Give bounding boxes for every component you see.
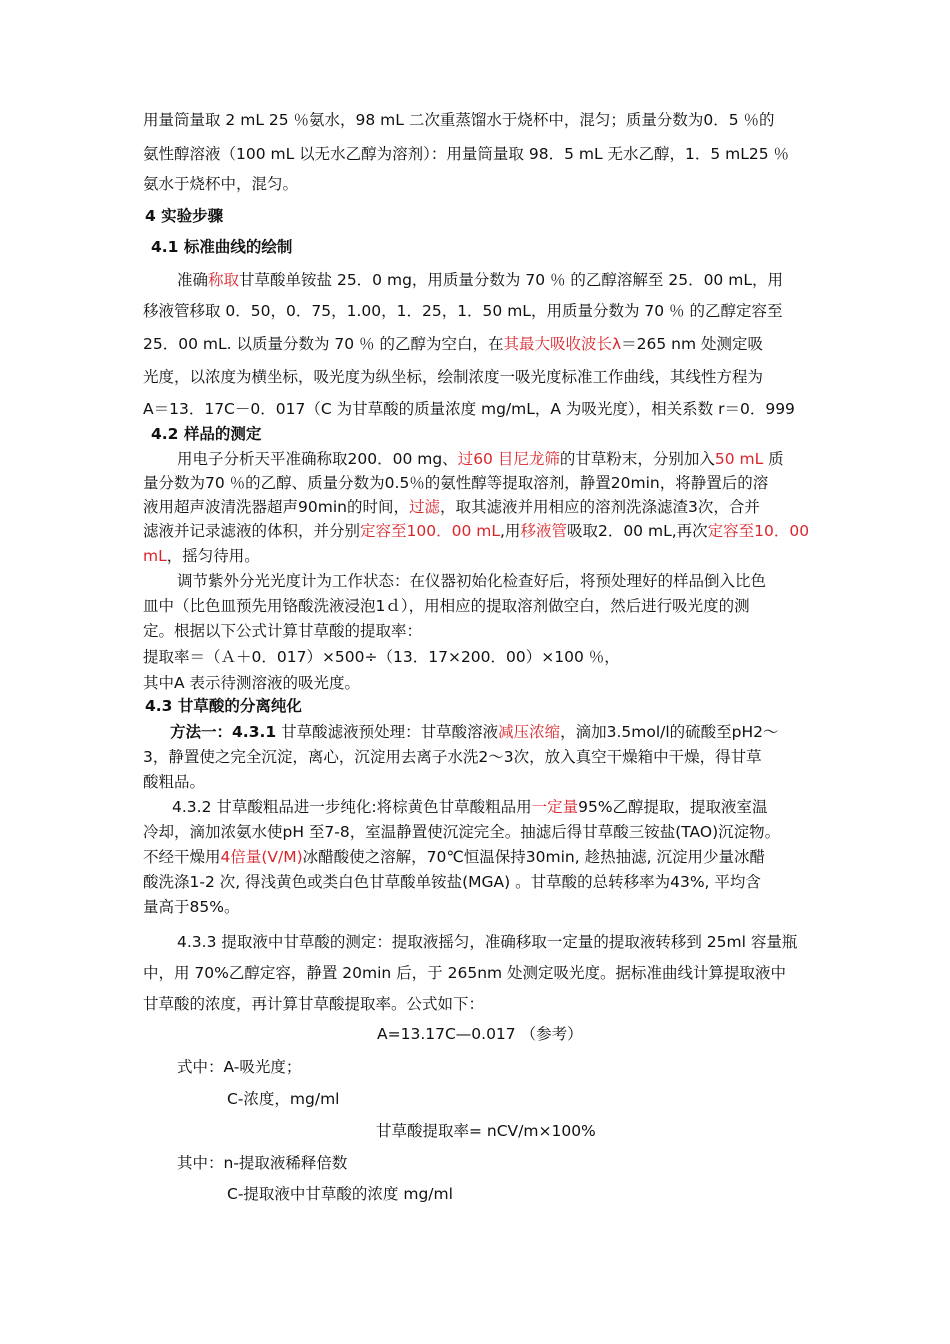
s43-purify-line-1 xyxy=(172,796,768,818)
highlight-text: 50 mL xyxy=(714,450,764,468)
where-concentration: C-浓度，mg/ml xyxy=(227,1090,340,1108)
s42-text: ,用 xyxy=(500,522,521,540)
intro-line-2: 氨性醇溶液（100 mL 以无水乙醇为溶剂）：用量筒量取 98．5 mL 无水乙醇，1．5 mL25 ％ xyxy=(143,145,790,163)
s42-text: 用电子分析天平准确称取200．00 mg、 xyxy=(177,450,458,468)
s42-line-8: 定。根据以下公式计算甘草酸的提取率： xyxy=(143,622,423,640)
s41-line-1 xyxy=(177,269,783,291)
section-4-1-heading: 4.1 标准曲线的绘制 xyxy=(151,238,293,256)
s42-line-4 xyxy=(143,520,809,542)
where-dilution: 其中：n-提取液稀释倍数 xyxy=(177,1154,348,1172)
s41-line-5: A＝13．17C－0．017（C 为甘草酸的质量浓度 mg/mL，A 为吸光度），相关系数 r＝0．999 xyxy=(143,400,795,418)
s43-text: 不经干燥用 xyxy=(143,848,221,866)
highlight-text: 过滤 xyxy=(408,498,440,516)
s42-line-3 xyxy=(143,496,760,518)
highlight-text: 称取 xyxy=(208,271,240,289)
s43-purify-line-4: 酸洗涤1-2 次, 得浅黄色或类白色甘草酸单铵盐(MGA) 。甘草酸的总转移率为43%, 平均含 xyxy=(143,873,761,891)
s43-method-line-3: 酸粗品。 xyxy=(143,773,206,791)
s43-text: 甘草酸滤液预处理：甘草酸溶液 xyxy=(276,723,499,741)
s41-line-4: 光度，以浓度为横坐标，吸光度为纵坐标，绘制浓度一吸光度标准工作曲线，其线性方程为 xyxy=(143,368,764,386)
highlight-text: mL xyxy=(143,547,167,565)
s42-line-5 xyxy=(143,545,260,567)
intro-line-1: 用量筒量取 2 mL 25 ％氨水，98 mL 二次重蒸馏水于烧杯中，混匀；质量分数为0．5 ％的 xyxy=(143,111,775,129)
s43-measure-line-3: 甘草酸的浓度，再计算甘草酸提取率。公式如下： xyxy=(143,995,485,1013)
s42-text: ，摇匀待用。 xyxy=(166,547,260,565)
s41-line-2: 移液管移取 0．50，0．75，1.00，1．25，1．50 mL，用质量分数为 70 ％ 的乙醇定容至 xyxy=(143,302,783,320)
s43-text: ，滴加3.5mol/l的硫酸至pH2～ xyxy=(560,723,779,741)
method-label: 方法一： xyxy=(170,723,233,741)
s43-purify-line-3 xyxy=(143,846,765,868)
s42-text: 的甘草粉末，分别加入 xyxy=(559,450,715,468)
section-4-2-heading: 4.2 样品的测定 xyxy=(151,425,262,443)
section-4-heading: 4 实验步骤 xyxy=(145,207,224,225)
highlight-text: 移液管 xyxy=(520,522,567,540)
s41-line-3 xyxy=(143,333,763,355)
s42-text: 液用超声波清洗器超声90min的时间， xyxy=(143,498,409,516)
s43-method-line-1 xyxy=(170,721,779,743)
s42-text: 滤液并记录滤液的体积，并分别 xyxy=(143,522,361,540)
highlight-text: 定容至10．00 xyxy=(707,522,810,540)
s42-line-10: 其中A 表示待测溶液的吸光度。 xyxy=(143,674,361,692)
subsection-number: 4.3.1 xyxy=(232,723,277,741)
equation-extraction-rate: 甘草酸提取率= nCV/m×100% xyxy=(376,1122,596,1140)
s43-method-line-2: 3，静置使之完全沉淀，离心，沉淀用去离子水洗2～3次，放入真空干燥箱中干燥，得甘草 xyxy=(143,748,762,766)
s43-text: 95%乙醇提取，提取液室温 xyxy=(578,798,768,816)
equation-linear: A=13.17C—0.017 （参考） xyxy=(377,1025,583,1043)
s43-purify-line-2: 冷却，滴加浓氨水使pH 至7-8，室温静置使沉淀完全。抽滤后得甘草酸三铵盐(TAO)沉淀物。 xyxy=(143,823,781,841)
s42-text: ，取其滤液并用相应的溶剂洗涤滤渣3次，合并 xyxy=(439,498,760,516)
s42-line-1 xyxy=(177,448,784,470)
s42-line-6: 调节紫外分光光度计为工作状态：在仪器初始化检查好后，将预处理好的样品倒入比色 xyxy=(177,572,767,590)
s41-text: 准确 xyxy=(177,271,209,289)
s41-text: ＝265 nm 处测定吸 xyxy=(621,335,764,353)
s42-text: 质 xyxy=(763,450,784,468)
s43-text: 4.3.2 甘草酸粗品进一步纯化:将棕黄色甘草酸粗品用 xyxy=(172,798,532,816)
highlight-text: 过60 目尼龙筛 xyxy=(457,450,560,468)
highlight-text: 其最大吸收波长λ xyxy=(503,335,622,353)
s43-measure-line-1: 4.3.3 提取液中甘草酸的测定：提取液摇匀，准确移取一定量的提取液转移到 25ml 容量瓶 xyxy=(177,933,798,951)
highlight-text: 4倍量(V/M) xyxy=(220,848,303,866)
s42-line-7: 皿中（比色皿预先用铬酸洗液浸泡1ｄ），用相应的提取溶剂做空白，然后进行吸光度的测 xyxy=(143,597,750,615)
where-extract-concentration: C-提取液中甘草酸的浓度 mg/ml xyxy=(227,1185,453,1203)
s43-measure-line-2: 中，用 70%乙醇定容，静置 20min 后，于 265nm 处测定吸光度。据标准曲线计算提取液中 xyxy=(143,964,787,982)
highlight-text: 定容至100．00 mL xyxy=(360,522,500,540)
where-absorbance: 式中：A-吸光度； xyxy=(177,1058,302,1076)
highlight-text: 一定量 xyxy=(531,798,579,816)
intro-line-3: 氨水于烧杯中，混匀。 xyxy=(143,175,299,193)
s42-formula: 提取率＝（Ａ＋0．017）×500÷（13．17×200．00）×100 ％， xyxy=(143,648,620,666)
s41-text: 甘草酸单铵盐 25．0 mg，用质量分数为 70 ％ 的乙醇溶解至 25．00 mL，用 xyxy=(239,271,783,289)
s42-line-2: 量分数为70 ％的乙醇、质量分数为0.5％的氨性醇等提取溶剂，静置20min，将静置后的溶 xyxy=(143,474,769,492)
s42-text: 吸取2．00 mL,再次 xyxy=(566,522,708,540)
section-4-3-heading: 4.3 甘草酸的分离纯化 xyxy=(145,697,302,715)
s43-text: 冰醋酸使之溶解，70℃恒温保持30min, 趁热抽滤, 沉淀用少量冰醋 xyxy=(302,848,765,866)
s43-purify-line-5: 量高于85%。 xyxy=(143,898,240,916)
s41-text: 25．00 mL. 以质量分数为 70 ％ 的乙醇为空白，在 xyxy=(143,335,504,353)
highlight-text: 减压浓缩 xyxy=(498,723,561,741)
